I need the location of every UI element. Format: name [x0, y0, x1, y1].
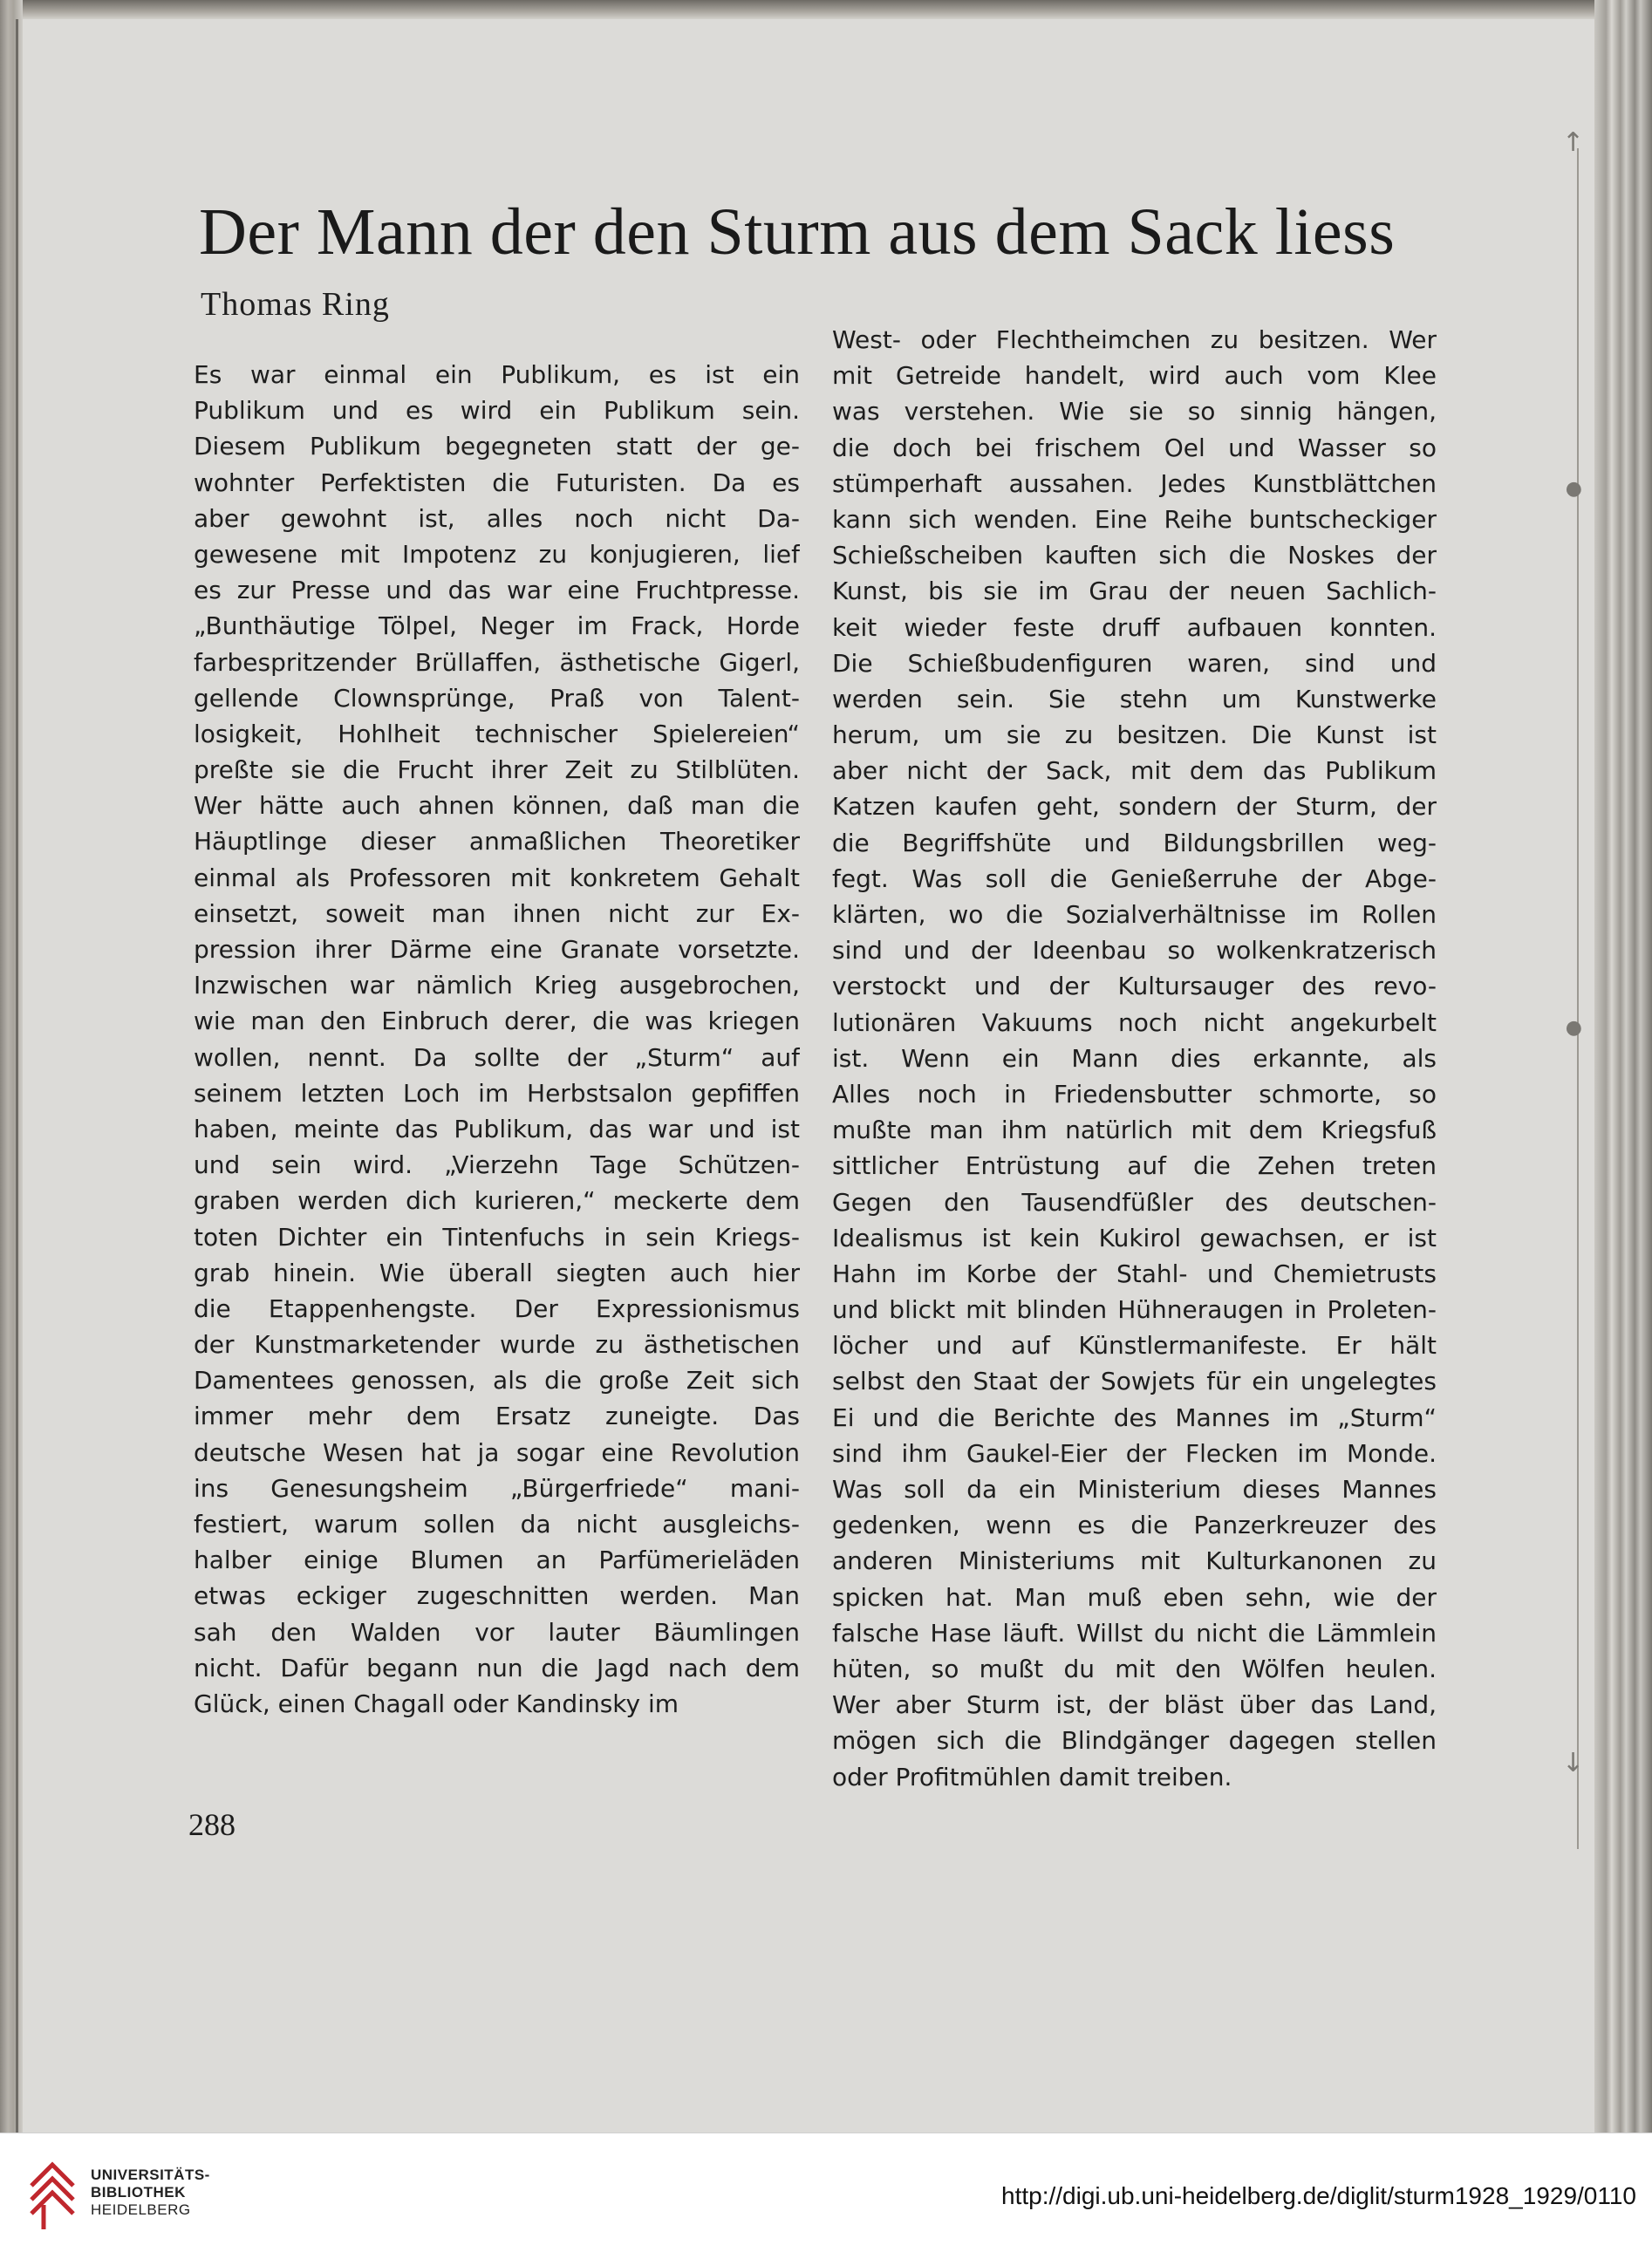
library-name-line: HEIDELBERG: [91, 2201, 191, 2218]
text-line: es zur Presse und das war eine Fruchtpresse.: [194, 576, 800, 605]
text-line: nicht. Dafür begann nun die Jagd nach dem: [194, 1653, 800, 1682]
text-line: falsche Hase läuft. Willst du nicht die Lämmlein: [832, 1618, 1437, 1648]
text-line: Glück, einen Chagall oder Kandinsky im: [194, 1689, 679, 1718]
text-line: Ei und die Berichte des Mannes im „Sturm“: [832, 1402, 1437, 1432]
text-line: pression ihrer Därme eine Granate vorsetzte.: [194, 935, 800, 964]
text-line: gedenken, wenn es die Panzerkreuzer des: [832, 1511, 1437, 1540]
text-line: toten Dichter ein Tintenfuchs in sein Kriegs-: [194, 1222, 800, 1252]
text-line: selbst den Staat der Sowjets für ein ungelegtes: [832, 1367, 1437, 1396]
text-line: etwas eckiger zugeschnitten werden. Man: [194, 1581, 800, 1611]
text-line: preßte sie die Frucht ihrer Zeit zu Stilblüten.: [194, 755, 800, 785]
margin-dot-icon: ●: [1565, 1017, 1582, 1039]
text-line: Was soll da ein Ministerium dieses Mannes: [832, 1475, 1437, 1504]
text-line: und sein wird. „Vierzehn Tage Schützen-: [194, 1150, 800, 1180]
text-line: wie man den Einbruch derer, die was kriegen: [194, 1007, 800, 1036]
text-line: farbespritzender Brüllaffen, ästhetische Gigerl,: [194, 647, 800, 677]
text-line: sittlicher Entrüstung auf die Zehen treten: [832, 1151, 1437, 1181]
article-title: Der Mann der den Sturm aus dem Sack liess: [199, 195, 1396, 269]
binding-gutter: [16, 19, 18, 2133]
text-line: Alles noch in Friedensbutter schmorte, so: [832, 1079, 1437, 1109]
margin-arrow-icon: ↑: [1561, 127, 1584, 158]
text-line: herum, um sie zu besitzen. Die Kunst ist: [832, 720, 1437, 750]
text-line: festiert, warum sollen da nicht ausgleichs-: [194, 1510, 800, 1539]
article-author: Thomas Ring: [201, 286, 390, 323]
text-line: Gegen den Tausendfüßler des deutschen-: [832, 1187, 1437, 1217]
text-line: die Etappenhengste. Der Expressionismus: [194, 1293, 800, 1323]
text-line: Wer hätte auch ahnen können, daß man die: [194, 791, 800, 821]
text-line: die Begriffshüte und Bildungsbrillen weg-: [832, 828, 1437, 857]
text-line: keit wieder feste druff aufbauen konnten.: [832, 612, 1437, 642]
text-line: hüten, so mußt du mit den Wölfen heulen.: [832, 1654, 1437, 1683]
text-line: Es war einmal ein Publikum, es ist ein: [194, 360, 800, 389]
text-line: Häuptlinge dieser anmaßlichen Theoretiker: [194, 827, 800, 856]
text-line: kann sich wenden. Eine Reihe buntscheckiger: [832, 504, 1437, 534]
text-line: oder Profitmühlen damit treiben.: [832, 1762, 1232, 1791]
viewer-footer: [0, 2133, 1652, 2252]
text-line: lutionären Vakuums noch nicht angekurbelt: [832, 1007, 1437, 1037]
text-line: Inzwischen war nämlich Krieg ausgebrochen,: [194, 971, 800, 1000]
text-line: aber nicht der Sack, mit dem das Publikum: [832, 756, 1437, 786]
text-line: gewesene mit Impotenz zu konjugieren, lief: [194, 539, 800, 569]
text-line: graben werden dich kurieren,“ meckerte dem: [194, 1186, 800, 1216]
text-line: immer mehr dem Ersatz zuneigte. Das: [194, 1402, 800, 1431]
text-line: losigkeit, Hohlheit technischer Spielereien“: [194, 719, 800, 748]
text-line: und blickt mit blinden Hühneraugen in Proleten-: [832, 1295, 1437, 1325]
text-line: mit Getreide handelt, wird auch vom Klee: [832, 361, 1437, 391]
text-line: Wer aber Sturm ist, der bläst über das Land,: [832, 1690, 1437, 1720]
text-line: Publikum und es wird ein Publikum sein.: [194, 396, 800, 426]
text-line: ins Genesungsheim „Bürgerfriede“ mani-: [194, 1473, 800, 1503]
library-logo-icon: [26, 2151, 79, 2235]
text-line: Diesem Publikum begegneten statt der ge-: [194, 432, 800, 461]
text-line: halber einige Blumen an Parfümerieläden: [194, 1546, 800, 1575]
text-line: Damentees genossen, als die große Zeit sich: [194, 1366, 800, 1396]
text-line: deutsche Wesen hat ja sogar eine Revolution: [194, 1437, 800, 1467]
text-line: löcher und auf Künstlermanifeste. Er hält: [832, 1331, 1437, 1361]
text-line: wollen, nennt. Da sollte der „Sturm“ auf: [194, 1042, 800, 1072]
text-line: Die Schießbudenfiguren waren, sind und: [832, 648, 1437, 678]
text-line: Schießscheiben kauften sich die Noskes der: [832, 541, 1437, 570]
text-line: haben, meinte das Publikum, das war und ist: [194, 1114, 800, 1143]
text-line: „Bunthäutige Tölpel, Neger im Frack, Horde: [194, 611, 800, 641]
margin-dot-icon: ●: [1565, 478, 1582, 500]
text-line: sah den Walden vor lauter Bäumlingen: [194, 1617, 800, 1647]
text-line: einmal als Professoren mit konkretem Gehalt: [194, 863, 800, 892]
text-line: sind und der Ideenbau so wolkenkratzerisch: [832, 936, 1437, 966]
text-line: Hahn im Korbe der Stahl- und Chemietrusts: [832, 1259, 1437, 1288]
text-line: anderen Ministeriums mit Kulturkanonen zu: [832, 1546, 1437, 1576]
text-line: klärten, wo die Sozialverhältnisse im Rollen: [832, 900, 1437, 929]
text-line: werden sein. Sie stehn um Kunstwerke: [832, 684, 1437, 713]
library-name-line: UNIVERSITÄTS-: [91, 2167, 210, 2183]
text-line: der Kunstmarketender wurde zu ästhetischen: [194, 1330, 800, 1360]
text-line: stümperhaft aussahen. Jedes Kunstblättchen: [832, 468, 1437, 498]
margin-arrow-icon: ↓: [1561, 1748, 1584, 1778]
page-number: 288: [188, 1807, 236, 1842]
text-line: Kunst, bis sie im Grau der neuen Sachlich-: [832, 577, 1437, 606]
text-line: Katzen kaufen geht, sondern der Sturm, der: [832, 792, 1437, 822]
text-line: Idealismus ist kein Kukirol gewachsen, er ist: [832, 1223, 1437, 1252]
text-line: ist. Wenn ein Mann dies erkannte, als: [832, 1043, 1437, 1073]
scan-right-edge: [1594, 0, 1652, 2133]
permalink-url[interactable]: http://digi.ub.uni-heidelberg.de/diglit/sturm1928_1929/0110: [1001, 2182, 1636, 2209]
library-name: [91, 2167, 210, 2219]
text-line: mögen sich die Blindgänger dagegen stellen: [832, 1726, 1437, 1756]
text-line: mußte man ihm natürlich mit dem Kriegsfuß: [832, 1116, 1437, 1145]
text-line: grab hinein. Wie überall siegten auch hier: [194, 1258, 800, 1287]
text-line: fegt. Was soll die Genießerruhe der Abge-: [832, 863, 1437, 893]
text-line: einsetzt, soweit man ihnen nicht zur Ex-: [194, 898, 800, 928]
text-column-left: [194, 357, 800, 1722]
text-line: West- oder Flechtheimchen zu besitzen. Wer: [832, 325, 1437, 354]
text-line: aber gewohnt ist, alles noch nicht Da-: [194, 503, 800, 533]
text-line: gellende Clownsprünge, Praß von Talent-: [194, 683, 800, 713]
text-line: wohnter Perfektisten die Futuristen. Da es: [194, 467, 800, 497]
text-line: seinem letzten Loch im Herbstsalon gepfiffen: [194, 1078, 800, 1108]
scan-top-edge: [0, 0, 1652, 19]
text-line: sind ihm Gaukel-Eier der Flecken im Monde.: [832, 1438, 1437, 1468]
text-column-right: [832, 322, 1437, 1795]
text-line: verstockt und der Kultursauger des revo-: [832, 972, 1437, 1001]
scan-left-edge: [0, 0, 23, 2133]
page-fold-line: [1577, 148, 1579, 1849]
text-line: die doch bei frischem Oel und Wasser so: [832, 433, 1437, 462]
text-line: was verstehen. Wie sie so sinnig hängen,: [832, 397, 1437, 427]
library-name-line: BIBLIOTHEK: [91, 2184, 186, 2201]
text-line: spicken hat. Man muß eben sehn, wie der: [832, 1582, 1437, 1612]
